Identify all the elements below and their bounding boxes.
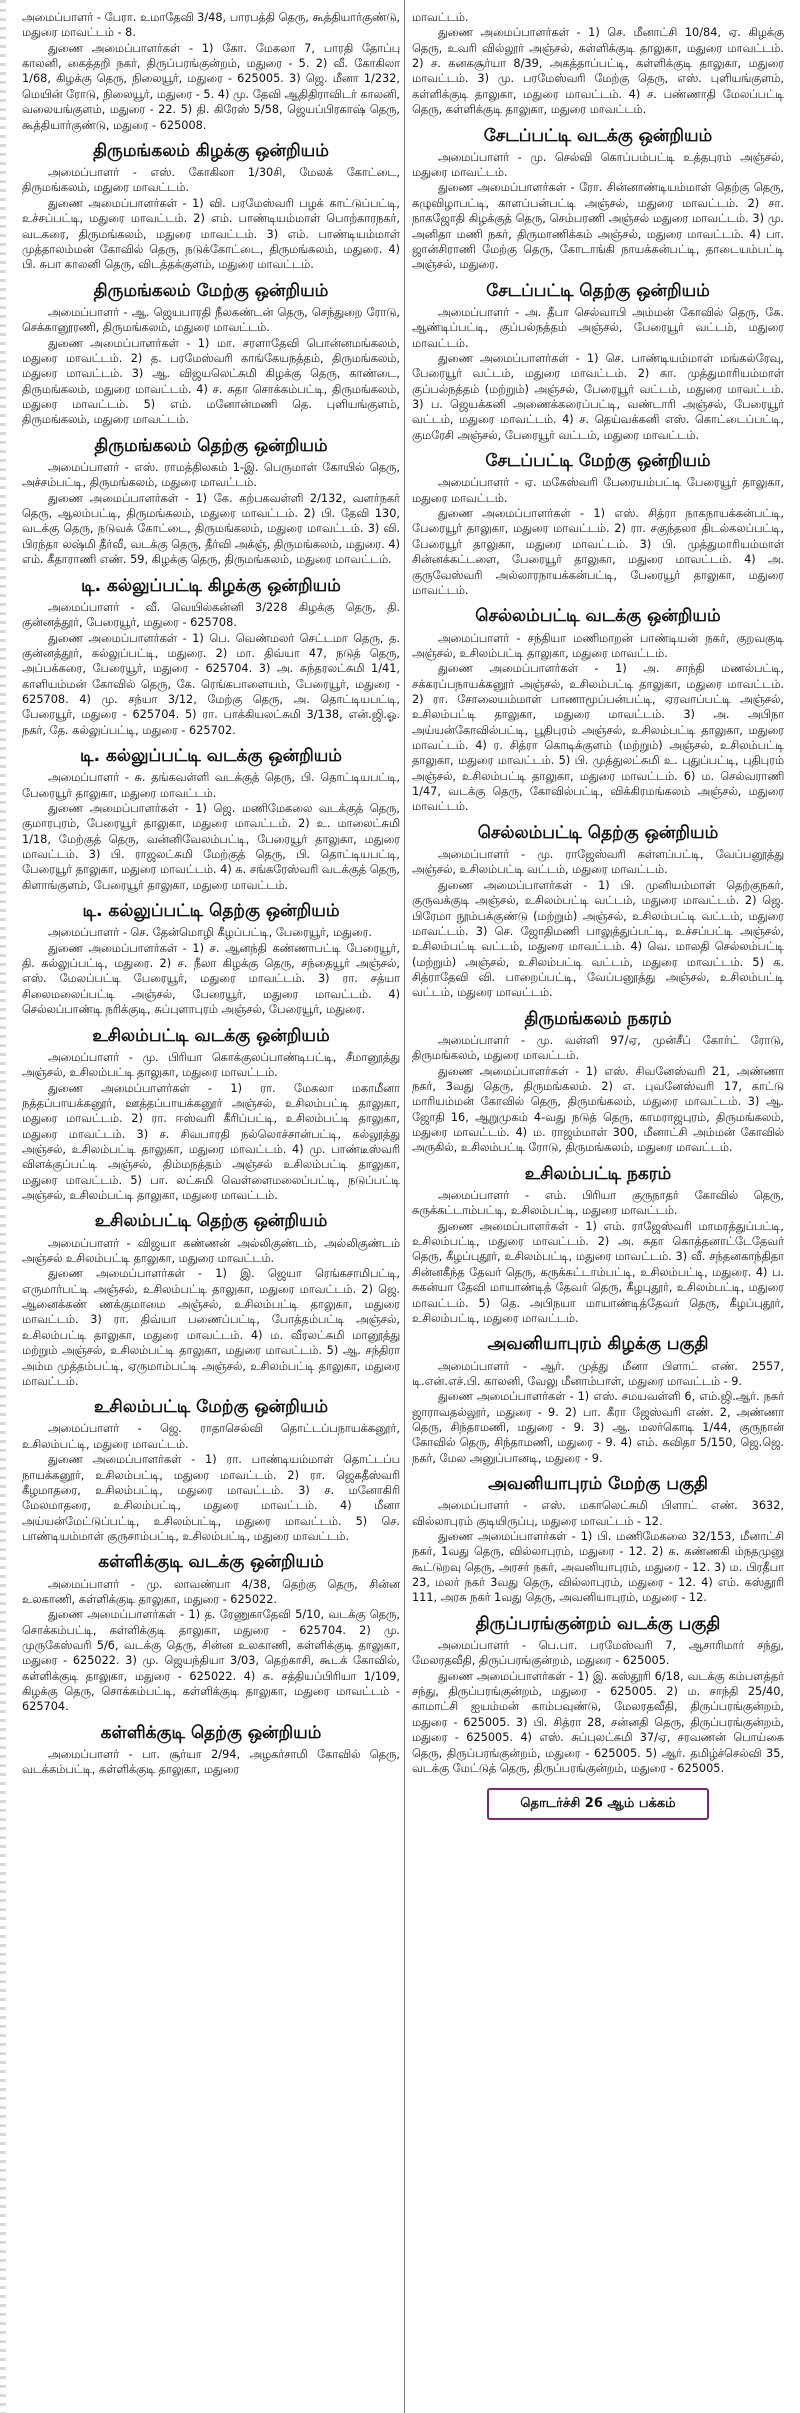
deputy-organizers-paragraph: துணை அமைப்பாளர்கள் - 1) செ. மீனாட்சி 10/84, ஏ. கிழக்கு தெரு, உவரி வில்லூர் அஞ்சல், கள்ளிக்குடி தாலுகா, மதுரை மாவட்டம். 2) ச. கனகசூர்யா 8/39, அகத்தாப்பட்டி, கள்ளிக்குடி தாலுகா, மதுரை மாவட்டம். 3) மு. பரமேஸ்வரி மேற்கு தெரு, எஸ். புளியங்குளம், கள்ளிக்குடி தாலுகா, மதுரை மாவட்டம். 4) ச. பண்ணாதி மேலப்பட்டி தெரு, கள்ளிக்குடி தாலுகா, மதுரை மாவட்டம். — [412, 26, 784, 117]
section — [412, 823, 784, 1001]
section — [22, 141, 400, 273]
deputy-organizers-paragraph: துணை அமைப்பாளர்கள் - 1) எஸ். சிவனேஸ்வரி 21, அண்ணா நகர், 3வது தெரு, திருமங்கலம். 2) எ. புவனேஸ்வரி 17, காட்டு மாரியம்மன் கோவில் தெரு, திருமங்கலம், மதுரை மாவட்டம். 3) ஆ. ஜோதி 16, ஆறுமுகம் 4-வது நடுத் தெரு, காமராஜபுரம், திருமங்கலம், மதுரை மாவட்டம். 4) ம. ராஜம்மாள் 300, மீனாட்சி அம்மன் கோவில் அருகில், உசிலம்பட்டி ரோடு, திருமங்கலம், மதுரை மாவட்டம். — [412, 1064, 784, 1155]
deputy-organizers-paragraph: துணை அமைப்பாளர்கள் - 1) பெ. வெண்மலர் செட்டமா தெரு, த. குன்னத்தூர், கல்லுப்பட்டி, மதுரை. 2) மா. திவ்யா 47, நடுத் தெரு, அப்பக்கரை, பேரையூர், மதுரை - 625704. 3) அ. சுந்தரலட்சுமி 1/41, காளியம்மன் கோவில் தெரு, கே. ரெங்கபாளையம், பேரையூர், மதுரை - 625708. 4) மு. சந்யா 3/12, மேற்கு தெரு, அ. தொட்டியபட்டி, பேரையூர், மதுரை - 625704. 5) ரா. பாக்கியலட்சுமி 3/138, என்.ஜி.ஓ. நகர், தே. கல்லுப்பட்டி, மதுரை - 625702. — [22, 631, 400, 737]
column-divider — [404, 0, 405, 2413]
section — [22, 1397, 400, 1544]
section-heading: அவனியாபுரம் கிழக்கு பகுதி — [487, 1334, 709, 1355]
organizer-paragraph: அமைப்பாளர் - வீ. வெயில்கன்னி 3/228 கிழக்கு தெரு, தி. குன்னத்தூர், பேரையூர், மதுரை - 625708. — [22, 600, 400, 630]
deputy-organizers-paragraph: துணை அமைப்பாளர்கள் - 1) ரா. மேகலா மகாமீனா நத்தப்பாயக்கனூர், ஊத்தப்பாயக்கனூர் அஞ்சல், உசிலம்பட்டி தாலுகா, மதுரை மாவட்டம். 2) ரா. ஈஸ்வரி கீரிப்பட்டி, உசிலம்பட்டி தாலுகா, மதுரை மாவட்டம். 3) ச. சிவபாரதி நல்லொச்சான்பட்டி, கல்லூத்து அஞ்சல், உசிலம்பட்டி தாலுகா, மதுரை மாவட்டம். 4) மு. பாண்டீஸ்வரி விளக்குப்பட்டி அஞ்சல், திம்மநத்தம் அஞ்சல் உசிலம்பட்டி தாலுகா, மதுரை மாவட்டம். 5) பா. லட்சுமி வெள்ளைமலைப்பட்டி, நடுப்பட்டி அஞ்சல், உசிலம்பட்டி தாலுகா, மதுரை மாவட்டம். — [22, 1081, 400, 1203]
deputy-organizers-paragraph: துணை அமைப்பாளர்கள் - 1) கோ. மேகலா 7, பாரதி தோப்பு காலனி, கைத்தறி நகர், திருப்பரங்குன்றம், மதுரை - 5. 2) வீ. கோகிலா 1/68, கிழக்கு தெரு, நிலையூர், மதுரை - 625005. 3) ஜெ. மீனா 1/232, மெயின் ரோடு, நிலையூர், மதுரை - 5. 4) மு. தேவி ஆதிதிராவிடர் காலனி, வலையங்குளம், மதுரை - 22. 5) தி. கிரேஸ் 5/58, ஜெயப்பிரகாஷ் தெரு, கூத்தியார்குண்டு, மதுரை - 625008. — [22, 41, 401, 132]
organizer-paragraph: அமைப்பாளர் - பா. சூர்யா 2/94, அழகர்சாமி கோவில் தெரு, வடக்கம்பட்டி, கள்ளிக்குடி தாலுகா, மதுரை — [22, 1748, 400, 1777]
section-heading: உசிலம்பட்டி மேற்கு ஒன்றியம் — [93, 1397, 328, 1418]
section-heading: சேடப்பட்டி மேற்கு ஒன்றியம் — [485, 451, 711, 472]
section — [412, 10, 784, 118]
deputy-organizers-paragraph: துணை அமைப்பாளர்கள் - 1) ஜெ. மணிமேகலை வடக்குத் தெரு, குமாரபுரம், பேரையூர் தாலுகா, மதுரை மாவட்டம். 2) உ. மாலைட்சுமி 1/18, மேற்குத் தெரு, வன்னிவேலம்பட்டி, பேரையூர் தாலுகா, மதுரை மாவட்டம். 3) பி. ராஜலட்சுமி மேற்குத் தெரு, பி. தொட்டியபட்டி, பேரையூர் தாலுகா, மதுரை மாவட்டம். 4) க. சங்கரேஸ்வரி வடக்குத் தெரு, கிளாங்குளம், பேரையூர் தாலுகா, மதுரை மாவட்டம். — [22, 801, 400, 892]
organizer-paragraph: அமைப்பாளர் - செ. தேன்மொழி கீழப்பட்டி, பேரையூர், மதுரை. — [48, 926, 372, 940]
deputy-organizers-paragraph: துணை அமைப்பாளர்கள் - 1) அ. சாந்தி மணல்பட்டி, சக்கரப்பநாயக்கனூர் அஞ்சல், உசிலம்பட்டி தாலுகா, மதுரை மாவட்டம். 2) ரா. சோலையம்மாள் பாணாமூப்பன்பட்டி, ஏரவாப்பட்டி அஞ்சல், உசிலம்பட்டி தாலுகா, மதுரை மாவட்டம். 3) அ. அபிநா அய்யன்கோவில்பட்டி, பூதிபுரம் அஞ்சல், உசிலம்பட்டி தாலுகா, மதுரை மாவட்டம். 4) ர. சித்ரா கொடிக்குளம் (மற்றும்) அஞ்சல், உசிலம்பட்டி தாலுகா, மதுரை மாவட்டம். 5) பி. முத்துலட்சுமி உ. புதுப்பட்டி, புதிபுரம் அஞ்சல், உசிலம்பட்டி தாலுகா, மதுரை மாவட்டம். 6) ம. செல்வராணி 1/47, வடக்கு தெரு, கோவில்பட்டி, விக்கிரமங்கலம் அஞ்சல், மதுரை மாவட்டம். — [412, 662, 784, 814]
section-heading: டி. கல்லுப்பட்டி தெற்கு ஒன்றியம் — [82, 901, 340, 922]
section-heading: டி. கல்லுப்பட்டி வடக்கு ஒன்றியம் — [80, 746, 342, 767]
section-heading: சேடப்பட்டி தெற்கு ஒன்றியம் — [486, 280, 710, 301]
organizer-paragraph: அமைப்பாளர் - அ. தீபா செல்வாபி அம்மன் கோவில் தெரு, கே. ஆண்டிப்பட்டி, குப்பல்நத்தம் அஞ்சல், பேரையூர் வட்டம், மதுரை மாவட்டம். — [412, 305, 784, 350]
section-heading: டி. கல்லுப்பட்டி கிழக்கு ஒன்றியம் — [81, 575, 341, 596]
organizer-paragraph: அமைப்பாளர் - எஸ். கோகிலா 1/30சி, மேலக் கோட்டை, திருமங்கலம், மதுரை மாவட்டம். — [22, 166, 400, 195]
deputy-organizers-paragraph: துணை அமைப்பாளர்கள் - 1) இ. ஜெயா ரெங்கசாமிபட்டி, எருமார்பட்டி அஞ்சல், உசிலம்பட்டி தாலுகா, மதுரை மாவட்டம். 2) ஜெ. ஆனைக்கண் ணக்குமாமை அஞ்சல், உசிலம்பட்டி தாலுகா, மதுரை மாவட்டம். 3) ரா. திவ்யா பணைப்பட்டி, போத்தம்பட்டி அஞ்சல், உசிலம்பட்டி தாலுகா, மதுரை மாவட்டம். 4) ம. வீரலட்சுமி மானூத்து மற்றும் அஞ்சல், உசிலம்பட்டி தாலுகா, மதுரை மாவட்டம். 5) ஆ. சந்திரா அம்ம முத்தம்பட்டி, ஏருமாம்பட்டி அஞ்சல், உசிலம்பட்டி தாலுகா, மதுரை மாவட்டம். — [22, 1267, 400, 1388]
organizer-paragraph: அமைப்பாளர் - மு. பிரியா கொக்குலப்பாண்டிபட்டி, சீமானூத்து அஞ்சல், உசிலம்பட்டி தாலுகா, மதுரை மாவட்டம். — [22, 1050, 400, 1080]
deputy-organizers-paragraph: துணை அமைப்பாளர்கள் - 1) எஸ். சமயவள்ளி 6, எம்.ஜி.ஆர். நகர் ஜாராவதல்லூர், மதுரை - 9. 2) பா. கீரா ஜேஸ்வரி எண். 2, அண்ணா தெரு, சிந்தாமணி, மதுரை - 9. 3) ஆ. மலர்கொடி 1/44, குருநான் கோவில் தெரு, சிந்தாமணி, மதுரை - 9. 4) எம். கவிதா 5/150, ஜெ.ஜெ. நகர், மேல அனுப்பானடி, மதுரை - 9. — [412, 1390, 784, 1465]
deputy-organizers-paragraph: துணை அமைப்பாளர்கள் - 1) ரா. பாண்டியம்மாள் தொட்டப்ப நாயக்கனூர், உசிலம்பட்டி, மதுரை மாவட்டம். 2) ரா. ஜெகதீஸ்வரி கீழமாதரை, உசிலம்பட்டி, மதுரை மாவட்டம். 3) ச. மனோகிரி மேலமாதரை, உசிலம்பட்டி, மதுரை மாவட்டம். 4) மீனா அய்யன்மேட்டுப்பட்டி, உசிலம்பட்டி, மதுரை மாவட்டம். 5) செ. பாண்டியம்மாள் குருசாம்பட்டி, உசிலம்பட்டி, மதுரை மாவட்டம். — [22, 1453, 400, 1543]
organizer-paragraph: அமைப்பாளர் - ஆர். முத்து மீனா பிளாட் எண். 2557, டி.என்.எச்.பி. காலனி, வேலு மீனாம்பாள், மதுரை மாவட்டம் - 9. — [412, 1359, 784, 1388]
section-heading: செல்லம்பட்டி தெற்கு ஒன்றியம் — [477, 822, 719, 843]
organizer-paragraph: அமைப்பாளர் - எம். பிரியா குருநாதர் கோவில் தெரு, சுருக்கட்டாம்பட்டி, உசிலம்பட்டி, மதுரை மாவட்டம். — [412, 1189, 784, 1218]
organizer-paragraph: அமைப்பாளர் - மு. வள்ளி 97/ஏ, முன்சீப் கோர்ட் ரோடு, திருமங்கலம், மதுரை மாவட்டம். — [412, 1033, 784, 1063]
section — [22, 1723, 400, 1778]
organizer-paragraph: அமைப்பாளர் - ஏ. மகேஸ்வரி பேரையம்பட்டி பேரையூர் தாலுகா, மதுரை மாவட்டம். — [412, 476, 784, 505]
deputy-organizers-paragraph: துணை அமைப்பாளர்கள் - 1) ச. ஆனந்தி கண்ணாபட்டி பேரையூர், தி. கல்லுப்பட்டி, மதுரை. 2) ச. நீலா கிழக்கு தெரு, சந்தையூர் அஞ்சல், எஸ். மேலப்பட்டி பேரையூர், மதுரை மாவட்டம். 3) ரா. சத்யா சிலைமலைப்பட்டி அஞ்சல், பேரையூர், மதுரை மாவட்டம். 4) செல்லப்பாண்டி நரிக்குடி, சுப்புளாபுரம் அஞ்சல், பேரையூர், மதுரை. — [22, 941, 400, 1017]
organizer-paragraph: அமைப்பாளர் - ஆ. ஜெயபாரதி நீலகண்டன் தெரு, செந்துறை ரோடு, செக்கானூரணி, திருமங்கலம், மதுரை மாவட்டம். — [22, 305, 400, 335]
section-heading: உசிலம்பட்டி நகரம் — [524, 1163, 672, 1184]
deputy-organizers-paragraph: துணை அமைப்பாளர்கள் - 1) வி. பரமேஸ்வரி பழக் காட்டுப்பட்டி, உச்சப்பட்டி, மதுரை மாவட்டம். 2) எம். பாண்டியம்மாள் பொற்காரநகர், வடகரை, திருமங்கலம், மதுரை மாவட்டம். 3) எம். பாண்டியம்மாள் முத்தாலம்மன் கோவில் தெரு, நடுக்கோட்டை, திருமங்கலம், மதுரை. 4) பி. சுபா காலனி தெரு, விடத்தக்குளம், மதுரை மாவட்டம். — [22, 196, 400, 272]
section — [22, 281, 400, 428]
organizer-paragraph: அமைப்பாளர் - எஸ். மகாலெட்சுமி பிளாட் எண். 3632, வில்லாபுரம் குடியிருப்பு, மதுரை மாவட்டம் - 12. — [412, 1499, 784, 1528]
section-heading: அவனியாபுரம் மேற்கு பகுதி — [488, 1474, 708, 1495]
organizer-paragraph: அமைப்பாளர் - மு. செல்வி கொப்பம்பட்டி உத்தபுரம் அஞ்சல், மதுரை மாவட்டம். — [412, 150, 784, 180]
deputy-organizers-paragraph: துணை அமைப்பாளர்கள் - 1) பி. மணிமேகலை 32/153, மீனாட்சி நகர், 1வது தெரு, வில்லாபுரம், மதுரை - 12. 2) க. கண்ணகி ம்நதமுனு கூட்டுறவு தெரு, அரசர் நகர், அவனியாபுரம், மதுரை - 12. 3) ம. பிரதீபா 23, மலர் நகர் 3வது தெரு, வில்லாபுரம், மதுரை - 12. 4) எம். கஸ்தூரி 111, அரசு நகர் 1வது தெரு, அவனியாபுரம், மதுரை - 12. — [412, 1530, 784, 1605]
section — [412, 1009, 784, 1156]
section — [22, 1552, 400, 1714]
section — [22, 1211, 400, 1389]
section — [22, 436, 400, 568]
section-heading: செல்லம்பட்டி வடக்கு ஒன்றியம் — [475, 606, 721, 627]
right-column-sections — [412, 10, 784, 1776]
deputy-organizers-paragraph: துணை அமைப்பாளர்கள் - 1) எம். ராஜேஸ்வரி மாமரத்துப்பட்டி, உசிலம்பட்டி, மதுரை மாவட்டம். 2) அ. சுதா கொத்தனாட்டேதேவர் தெரு, கீழப்புதூர், உசிலம்பட்டி, மதுரை மாவட்டம். 3) வீ. சந்தனகாந்திதா சின்னகீந்த தேவர் தெரு, கருக்கட்டாம்பட்டி, உசிலம்பட்டி, மதுரை. 4) ப. சுகன்யா தேவி மாயாண்டித் தேவர் தெரு, கீழபுதூர், உசிலம்பட்டி, மதுரை மாவட்டம். 5) தெ. அபிநயா மாயாண்டித்தேவர் தெரு, கீழப்புதூர், உசிலம்பட்டி, மதுரை மாவட்டம். — [412, 1219, 784, 1325]
section — [22, 746, 400, 893]
section-heading: கள்ளிக்குடி தெற்கு ஒன்றியம் — [100, 1722, 322, 1743]
section-heading: திருமங்கலம் மேற்கு ஒன்றியம் — [93, 280, 329, 301]
section — [412, 126, 784, 273]
section — [412, 281, 784, 443]
section — [412, 1474, 784, 1606]
organizer-paragraph: அமைப்பாளர் - எஸ். ராமத்திலகம் 1-இ. பெருமாள் கோயில் தெரு, அச்சம்பட்டி, திருமங்கலம், மதுரை மாவட்டம். — [22, 461, 400, 490]
section-heading: கள்ளிக்குடி வடக்கு ஒன்றியம் — [98, 1552, 324, 1573]
section-heading: திருமங்கலம் கிழக்கு ஒன்றியம் — [93, 140, 329, 161]
section — [412, 1164, 784, 1326]
left-column — [22, 10, 400, 1778]
section-heading: உசிலம்பட்டி வடக்கு ஒன்றியம் — [92, 1025, 330, 1046]
section-heading: சேடப்பட்டி வடக்கு ஒன்றியம் — [483, 125, 713, 146]
section — [412, 606, 784, 815]
section-heading: திருமங்கலம் தெற்கு ஒன்றியம் — [94, 435, 328, 456]
section — [22, 901, 400, 1017]
right-column — [412, 10, 784, 1820]
deputy-organizers-paragraph: துணை அமைப்பாளர்கள் - ரோ. சின்னாண்டியம்மாள் தெற்கு தெரு, கழுவிழாபட்டி, காளப்பன்பட்டி அஞ்சல், மதுரை மாவட்டம். 2) சா. நாகஜோதி கிழக்குத் தெரு, செம்பரணி அஞ்சல் மதுரை மாவட்டம். 3) மு. அனிதா மணி நகர், திருமாணிக்கம் அஞ்சல், மதுரை மாவட்டம். 4) பா. ஜான்சிராணி மேற்கு தெரு, கோடாங்கி நாயக்கன்பட்டி, தாடையம்பட்டி அஞ்சல், மதுரை. — [412, 181, 784, 272]
section — [412, 451, 784, 598]
organizer-paragraph: அமைப்பாளர் - சு. தங்கவள்ளி வடக்குத் தெரு, பி. தொட்டியபட்டி, பேரையூர் தாலுகா, மதுரை மாவட்டம். — [22, 771, 400, 800]
organizer-paragraph: அமைப்பாளர் - மு. ராஜேஸ்வரி கள்ளப்பட்டி, வேப்பனூத்து அஞ்சல், உசிலம்பட்டி வட்டம், மதுரை மாவட்டம். — [412, 848, 784, 877]
organizer-paragraph: அமைப்பாளர் - விஜயா கண்ணன் அல்லிகுண்டம், அல்லிகுண்டம் அஞ்சல் உசிலம்பட்டி தாலுகா, மதுரை மாவட்டம். — [22, 1236, 400, 1265]
page-edge-decoration — [0, 0, 6, 2413]
section — [22, 576, 400, 738]
section-heading: உசிலம்பட்டி தெற்கு ஒன்றியம் — [94, 1211, 328, 1232]
section — [22, 10, 400, 133]
deputy-organizers-paragraph: துணை அமைப்பாளர்கள் - 1) எஸ். சித்ரா நாகநாயக்கன்பட்டி, பேரையூர் தாலுகா, மதுரை மாவட்டம். 2) ரா. சகுந்தலா திடல்கலப்பட்டி, பேரையூர் தாலுகா, மதுரை மாவட்டம். 3) பி. முத்துமாரியம்மாள் சின்னக்கட்டளை, பேரையூர் தாலுகா, மதுரை மாவட்டம். 4) அ. குருவேஸ்வரி அல்லாரநாயக்கன்பட்டி, பேரையூர் தாலுகா, மதுரை மாவட்டம். — [412, 507, 784, 597]
deputy-organizers-paragraph: துணை அமைப்பாளர்கள் - 1) மா. சரளாதேவி பொன்னமங்கலம், மதுரை மாவட்டம். 2) த. பரமேஸ்வரி காங்கேயநத்தம், திருமங்கலம், மதுரை மாவட்டம். 3) ஆ. விஜயலெட்சுமி கிழக்கு தெரு, காண்டை, திருமங்கலம், மதுரை மாவட்டம். 4) ச. சுதா சொக்கம்பட்டி, திருமங்கலம், மதுரை மாவட்டம். 5) எம். மனோன்மணி தெ. புளியங்குளம், திருமங்கலம், மதுரை மாவட்டம். — [22, 336, 400, 427]
section — [22, 1026, 400, 1204]
organizer-paragraph: அமைப்பாளர் - பெ.பா. பரமேஸ்வரி 7, ஆசாரிமார் சந்து, மேலரதவீதி, திருப்பரங்குன்றம், மதுரை - 625005. — [412, 1639, 784, 1668]
continuation-box: தொடர்ச்சி 26 ஆம் பக்கம் — [487, 1788, 709, 1820]
section-heading: திருமங்கலம் நகரம் — [524, 1008, 672, 1029]
organizer-paragraph: அமைப்பாளர் - சந்தியா மணிமாறன் பாண்டியன் நகர், குறவகுடி அஞ்சல், உசிலம்பட்டி தாலுகா, மதுரை மாவட்டம். — [412, 631, 784, 660]
section — [412, 1334, 784, 1466]
organizer-paragraph: அமைப்பாளர் - ஜெ. ராதாசெல்வி தொட்டப்பநாயக்கனூர், உசிலம்பட்டி, மதுரை மாவட்டம். — [22, 1422, 400, 1451]
deputy-organizers-paragraph: அமைப்பாளர் - பேரா. உமாதேவி 3/48, பாரபத்தி தெரு, கூத்தியார்குண்டு, மதுரை மாவட்டம் - 8. — [22, 11, 400, 40]
deputy-organizers-paragraph: துணை அமைப்பாளர்கள் - 1) கே. கற்பகவள்ளி 2/132, வளர்நகர் தெரு, ஆலம்பட்டி, திருமங்கலம், மதுரை மாவட்டம். 2) பி. தேவி 130, வடக்கு தெரு, நடுவக் கோட்டை, திருமங்கலம், மதுரை மாவட்டம். 3) வி. பிரந்தா லஷ்மி தீர்வீ, வடக்கு தெரு, தீர்வி அக்ஞ், திருமங்கலம், மதுரை. 4) எம். கீதாராணி எண். 59, கிழக்கு தெரு, திருமங்கலம், மதுரை மாவட்டம். — [22, 491, 400, 567]
deputy-organizers-paragraph: துணை அமைப்பாளர்கள் - 1) இ. கஸ்தூரி 6/18, வடக்கு கம்பளத்தர் சந்து, திருப்பரங்குன்றம், மதுரை - 625005. 2) ம. சாந்தி 25/40, காமாட்சி ஐயம்மன் காம்பவுண்டு, மேலரதவீதி, திருப்பரங்குன்றம், மதுரை - 625005. 3) பி. சித்ரா 28, சன்னதி தெரு, திருப்பரங்குன்றம், மதுரை - 625005. 4) எஸ். சுப்புலட்சுமி 37/ஏ, சரவணன் பொய்கை தெரு, திருப்பரங்குன்றம், மதுரை - 625005. 5) ஆர். தமிழ்ச்செல்வி 35, வடக்கு மேட்டுத் தெரு, திருப்பரங்குன்றம், மதுரை - 625005. — [412, 1669, 784, 1775]
deputy-organizers-paragraph: துணை அமைப்பாளர்கள் - 1) த. ரேணுகாதேவி 5/10, வடக்கு தெரு, சொக்கம்பட்டி, கள்ளிக்குடி தாலுகா, மதுரை - 625704. 2) மு. முருகேஸ்வரி 5/6, வடக்கு தெரு, சின்ன உலகாணி, கள்ளிக்குடி தாலுகா, மதுரை - 625022. 3) மு. ஜெயந்தியா 3/03, தெற்காசி, கூடக் கோவில், கள்ளிக்குடி தாலுகா, மதுரை - 625022. 4) சு. சத்தியப்பிரியா 1/109, கிழக்கு தெரு, சொக்கம்பட்டி, கள்ளிக்குடி தாலுகா, மதுரை மாவட்டம் - 625704. — [22, 1608, 400, 1714]
section — [412, 1614, 784, 1776]
organizer-paragraph: அமைப்பாளர் - மு. லாவண்யா 4/38, தெற்கு தெரு, சின்ன உலகாணி, கள்ளிக்குடி தாலுகா, மதுரை - 625022. — [22, 1577, 400, 1606]
deputy-organizers-paragraph: துணை அமைப்பாளர்கள் - 1) பி. முனியம்மாள் தெற்குநகர், குருவக்குடி அஞ்சல், உசிலம்பட்டி வட்டம், மதுரை மாவட்டம். 2) ஜெ. பிரேமா நூம்பக்குண்டு (மற்றும்) அஞ்சல், உசிலம்பட்டி வட்டம், மதுரை மாவட்டம். 3) செ. ஜோதிமணி பாலுத்துப்பட்டி, உச்சப்பட்டி அஞ்சல், உசிலம்பட்டி வட்டம், மதுரை மாவட்டம். 4) வெ. மாலதி செல்லம்பட்டி (மற்றும்) அஞ்சல், உசிலம்பட்டி வட்டம், மதுரை மாவட்டம். 5) க. சித்ராதேவி வி. பாறைப்பட்டி, வேப்பனூத்து அஞ்சல், உசிலம்பட்டி வட்டம், மதுரை மாவட்டம். — [412, 878, 784, 1000]
section-heading: திருப்பரங்குன்றம் வடக்கு பகுதி — [475, 1613, 721, 1634]
deputy-organizers-paragraph: துணை அமைப்பாளர்கள் - 1) செ. பாண்டியம்மாள் மங்கல்ரேவு, பேரையூர் வட்டம், மதுரை மாவட்டம். 2) கா. முத்துமாரியம்மாள் குப்பல்நத்தம் (மற்றும்) அஞ்சல், பேரையூர் வட்டம், மதுரை மாவட்டம். 3) ப. ஜெயக்கனி அணைக்கரைப்பட்டி, வண்டாரி அஞ்சல், பேரையூர் வட்டம், மதுரை மாவட்டம். 4) ச. தெய்வக்கனி எஸ். கொட்டைப்பட்டி, குமரேசி அஞ்சல், பேரையூர் வட்டம், மதுரை மாவட்டம். — [412, 351, 784, 442]
deputy-organizers-paragraph: மாவட்டம். — [412, 11, 469, 24]
